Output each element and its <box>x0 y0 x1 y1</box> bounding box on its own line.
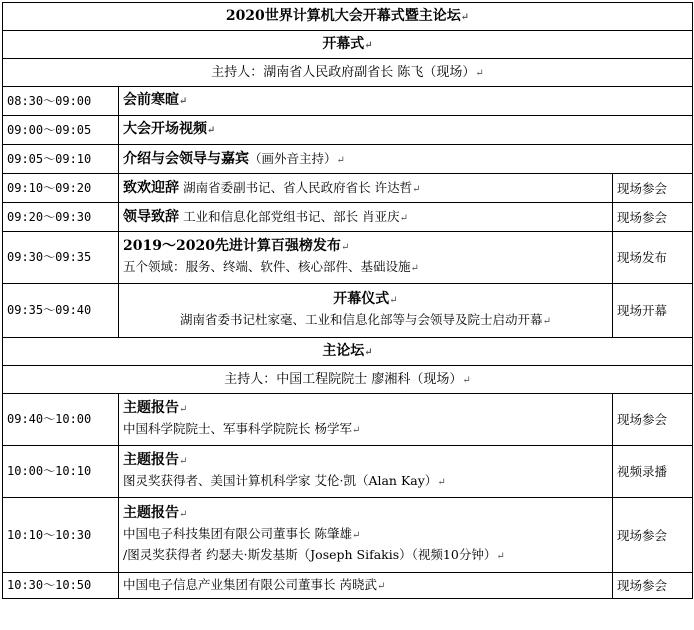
time-cell: 09:05～09:10 <box>3 145 119 174</box>
item-cell: 中国电子信息产业集团有限公司董事长 芮晓武↵ <box>119 573 613 599</box>
time-cell: 08:30～09:00 <box>3 87 119 116</box>
mode-cell: 现场参会 <box>613 498 693 573</box>
agenda-row <box>3 87 693 116</box>
host-row <box>3 59 693 87</box>
item-cell: 2019～2020先进计算百强榜发布↵ 五个领域：服务、终端、软件、核心部件、基础设施↵ <box>119 232 613 284</box>
time-cell: 09:40～10:00 <box>3 394 119 446</box>
section-heading-forum: 主论坛↵ <box>3 338 693 366</box>
time-cell: 10:00～10:10 <box>3 446 119 498</box>
agenda-row <box>3 498 693 573</box>
time-cell: 09:35～09:40 <box>3 284 119 338</box>
time-cell: 09:00～09:05 <box>3 116 119 145</box>
agenda-row <box>3 145 693 174</box>
title-row <box>3 3 693 31</box>
time-cell: 10:10～10:30 <box>3 498 119 573</box>
agenda-row <box>3 203 693 232</box>
mode-cell: 现场参会 <box>613 174 693 203</box>
mode-cell: 现场参会 <box>613 394 693 446</box>
item-cell: 大会开场视频↵ <box>119 116 693 145</box>
section-heading-opening: 开幕式↵ <box>3 31 693 59</box>
agenda-row <box>3 284 693 338</box>
item-cell: 主题报告↵ 图灵奖获得者、美国计算机科学家 艾伦·凯（Alan Kay）↵ <box>119 446 613 498</box>
host-row <box>3 366 693 394</box>
time-cell: 09:10～09:20 <box>3 174 119 203</box>
agenda-row <box>3 116 693 145</box>
time-cell: 10:30～10:50 <box>3 573 119 599</box>
agenda-row <box>3 573 693 599</box>
agenda-table <box>2 2 693 599</box>
agenda-row <box>3 446 693 498</box>
item-cell: 开幕仪式↵ 湖南省委书记杜家毫、工业和信息化部等与会领导及院士启动开幕↵ <box>119 284 613 338</box>
mode-cell: 现场参会 <box>613 573 693 599</box>
agenda-row <box>3 394 693 446</box>
item-cell: 致欢迎辞 湖南省委副书记、省人民政府省长 许达哲↵ <box>119 174 613 203</box>
item-cell: 主题报告↵ 中国电子科技集团有限公司董事长 陈肇雄↵ /图灵奖获得者 约瑟夫·斯发基斯（Joseph Sifakis）（视频10分钟）↵ <box>119 498 613 573</box>
host-forum: 主持人：中国工程院院士 廖湘科（现场）↵ <box>3 366 693 394</box>
section-row <box>3 338 693 366</box>
mode-cell: 现场开幕 <box>613 284 693 338</box>
section-row <box>3 31 693 59</box>
mode-cell: 视频录播 <box>613 446 693 498</box>
item-cell: 介绍与会领导与嘉宾（画外音主持）↵ <box>119 145 693 174</box>
mode-cell: 现场发布 <box>613 232 693 284</box>
item-cell: 会前寒暄↵ <box>119 87 693 116</box>
item-cell: 主题报告↵ 中国科学院院士、军事科学院院长 杨学军↵ <box>119 394 613 446</box>
time-cell: 09:20～09:30 <box>3 203 119 232</box>
document-title: 2020世界计算机大会开幕式暨主论坛↵ <box>3 3 693 31</box>
agenda-row <box>3 174 693 203</box>
agenda-row <box>3 232 693 284</box>
mode-cell: 现场参会 <box>613 203 693 232</box>
item-cell: 领导致辞 工业和信息化部党组书记、部长 肖亚庆↵ <box>119 203 613 232</box>
host-opening: 主持人：湖南省人民政府副省长 陈飞（现场）↵ <box>3 59 693 87</box>
time-cell: 09:30～09:35 <box>3 232 119 284</box>
